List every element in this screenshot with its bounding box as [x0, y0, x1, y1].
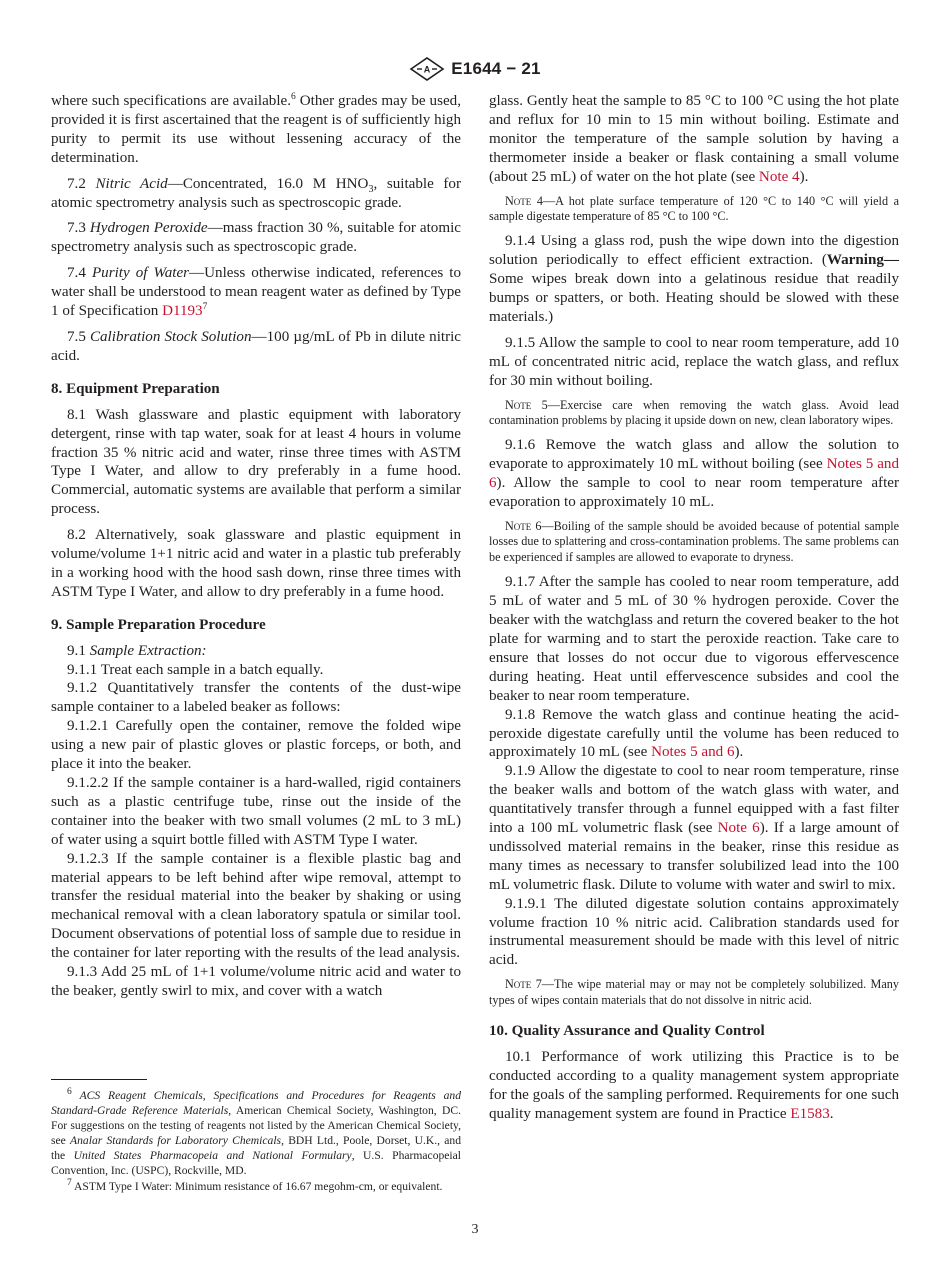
- paragraph-9-1-9: 9.1.9 Allow the digestate to cool to near room temperature, rinse the beaker walls and bottom of the watch glass with water, and quantitatively transfer through a funnel equipped with a fast filter into a 100 mL volumetric flask (see Note 6). If a large amount of undissolved material remains in the beaker, rinse this residue as many times as necessary to transfer solubilized lead into the 100 mL volumetric flask. Dilute to volume with water and swirl to mix.: [489, 763, 899, 893]
- link-note-4[interactable]: Note 4: [758, 168, 800, 185]
- link-e1583[interactable]: E1583: [790, 1105, 830, 1122]
- link-notes-5-and-6[interactable]: Notes 5 and 6: [489, 456, 899, 492]
- footnote-6: $^6$ ACS Reagent Chemicals, Specifications and Procedures for Reagents and Standard-Grade Reference Materials, American Chemical Society, Washington, DC. For suggestions on the testing of reagents not listed by the American Chemical Society, see Analar Standards for Laboratory Chemicals, BDH Ltd., Poole, Dorset, U.K., and the United States Pharmacopeia and National Formulary, U.S. Pharmacopeial Convention, Inc. (USPC), Rockville, MD.: [51, 1087, 462, 1178]
- note-5: Note 5—Exercise care when removing the watch glass. Avoid lead contamination problems by placing it upside down on new, clean laboratory wipes.: [489, 397, 899, 427]
- paragraph-7-2: 7.2 Nitric Acid—Concentrated, 16.0 M $HNO_3$, suitable for atomic spectrometry analysis such as spectroscopic grade.: [51, 175, 461, 211]
- paragraph-9-1-8: 9.1.8 Remove the watch glass and continue heating the acid-peroxide digestate carefully until the volume has been reduced to approximately 10 mL (see Notes 5 and 6).: [489, 706, 899, 761]
- paragraph-9-1-3-continued: glass. Gently heat the sample to 85 °C to 100 °C using the hot plate and reflux for 10 min to 15 min without boiling. Estimate and monitor the temperature of the sample solution by having a thermometer inside a beaker or flask containing a small volume (about 25 mL) of water on the hot plate (see Note 4).: [489, 93, 899, 185]
- paragraph-7-1-continued: where such specifications are available.$^6$ Other grades may be used, provided it is first ascertained that the reagent is of sufficiently high purity to permit its use without lessening accuracy of the determination.: [51, 91, 461, 166]
- note-6: Note 6—Boiling of the sample should be avoided because of potential sample losses due to splattering and cross-contamination problems. The same problems can be experienced if samples are allowed to evaporate to dryness.: [489, 519, 899, 564]
- paragraph-7-4: 7.4 Purity of Water—Unless otherwise indicated, references to water shall be understood to mean reagent water as defined by Type 1 of Specification D1193$^7$: [51, 265, 462, 320]
- paragraph-9-1-5: 9.1.5 Allow the sample to cool to near room temperature, add 10 mL of concentrated nitric acid, replace the watch glass, and reflux for 30 min without boiling.: [489, 334, 899, 389]
- svg-text:A: A: [424, 64, 431, 75]
- footnote-ref-7[interactable]: 7: [202, 302, 208, 313]
- right-column: [489, 92, 899, 1131]
- footnotes: [51, 1088, 461, 1194]
- astm-logo-icon: [409, 56, 445, 82]
- page-number: 3: [471, 1222, 479, 1237]
- paragraph-7-5: 7.5 Calibration Stock Solution—100 µg/mL of Pb in dilute nitric acid.: [51, 328, 461, 364]
- paragraph-9-1-6: 9.1.6 Remove the watch glass and allow the solution to evaporate to approximately 10 mL without boiling (see Notes 5 and 6). Allow the sample to cool to near room temperature after evaporation to approximately 10 mL.: [489, 437, 899, 511]
- paragraph-9-1-2: 9.1.2 Quantitatively transfer the contents of the dust-wipe sample container to a labeled beaker as follows:: [51, 680, 461, 716]
- paragraph-9-1-9-1: 9.1.9.1 The diluted digestate solution contains approximately volume fraction 10 % nitric acid. Calibration standards used for instrumental measurement should be made with this level of nitric acid.: [489, 895, 899, 969]
- link-notes-5-and-6[interactable]: Notes 5 and 6: [651, 744, 735, 761]
- paragraph-9-1-2-2: 9.1.2.2 If the sample container is a hard-walled, rigid containers such as a plastic centrifuge tube, rinse out the inside of the container into the beaker with two small volumes (2 mL to 3 mL) of water using a squirt bottle filled with ASTM Type I water.: [51, 775, 461, 848]
- note-7: Note 7—The wipe material may or may not be completely solubilized. Many types of wipes contain materials that do not dissolve in nitric acid.: [489, 977, 899, 1007]
- paragraph-9-1-3: 9.1.3 Add 25 mL of 1+1 volume/volume nitric acid and water to the beaker, gently swirl to mix, and cover with a watch: [51, 964, 461, 999]
- paragraph-9-1-4: 9.1.4 Using a glass rod, push the wipe down into the digestion solution periodically to effect efficient extraction. (Warning—Some wipes break down into a gelatinous residue that readily bumps or spatters, or both. Heating should be slowed with these materials.): [489, 233, 899, 325]
- paragraph-8-2: 8.2 Alternatively, soak glassware and plastic equipment in volume/volume 1+1 nitric acid and water in a plastic tub preferably in a working hood with the hood sash down, rinse three times with ASTM Type I Water, and allow to dry preferably in a fume hood.: [51, 527, 461, 600]
- link-note-6[interactable]: Note 6: [717, 820, 760, 837]
- footnote-divider: [51, 1079, 147, 1080]
- paragraph-7-3: 7.3 Hydrogen Peroxide—mass fraction 30 %, suitable for atomic spectrometry analysis such as spectroscopic grade.: [51, 220, 461, 256]
- paragraph-10-1: 10.1 Performance of work utilizing this Practice is to be conducted according to a quality management system appropriate for the goals of the sampling performed. Requirements for one such quality management system are found in Practice E1583.: [489, 1049, 899, 1122]
- section-9-heading: 9. Sample Preparation Procedure: [51, 616, 266, 633]
- paragraph-8-1: 8.1 Wash glassware and plastic equipment with laboratory detergent, rinse with tap water, soak for at least 4 hours in volume fraction 35 % nitric acid and water, rinse three times with ASTM Type I Water, and allow to dry preferably in a fume hood. Commercial, automatic systems are available that perform a similar process.: [51, 406, 461, 518]
- section-8-heading: 8. Equipment Preparation: [51, 380, 220, 397]
- page-header: [0, 56, 950, 87]
- paragraph-9-1-2-3: 9.1.2.3 If the sample container is a flexible plastic bag and material appears to be left behind after wipe removal, attempt to transfer the residual material into the beaker by shaking or using mechanical removal with a clean laboratory spatula or similar tool. Document observations of potential loss of sample due to residue in the container for later reporting with the results of the lead analysis.: [51, 850, 461, 962]
- left-column: [51, 92, 461, 1001]
- link-d1193[interactable]: D1193: [162, 303, 203, 320]
- footnote-ref-6[interactable]: 6: [291, 91, 296, 102]
- section-10-heading: 10. Quality Assurance and Quality Control: [489, 1023, 765, 1040]
- paragraph-9-1-2-1: 9.1.2.1 Carefully open the container, remove the folded wipe using a new pair of plastic gloves or plastic forceps, or both, and place it into the beaker.: [51, 718, 461, 773]
- note-4: Note 4—A hot plate surface temperature of 120 °C to 140 °C will yield a sample digestate temperature of 85 °C to 100 °C.: [489, 193, 899, 223]
- paragraph-9-1: 9.1 Sample Extraction:: [67, 642, 207, 659]
- document-id: E1644 − 21: [451, 59, 541, 78]
- footnote-7: $^7$ ASTM Type I Water: Minimum resistance of 16.67 megohm-cm, or equivalent.: [67, 1177, 443, 1193]
- paragraph-9-1-7: 9.1.7 After the sample has cooled to near room temperature, add 5 mL of water and 5 mL of 30 % hydrogen peroxide. Cover the beaker with the watchglass and return the covered beaker to the hot plate for warming and to start the peroxide reaction. Take care to ensure that losses do not occur due to vigorous effervescence during heating. Heat until effervescence subsides and cool the beaker to near room temperature.: [489, 574, 899, 704]
- paragraph-9-1-1: 9.1.1 Treat each sample in a batch equally.: [67, 661, 324, 678]
